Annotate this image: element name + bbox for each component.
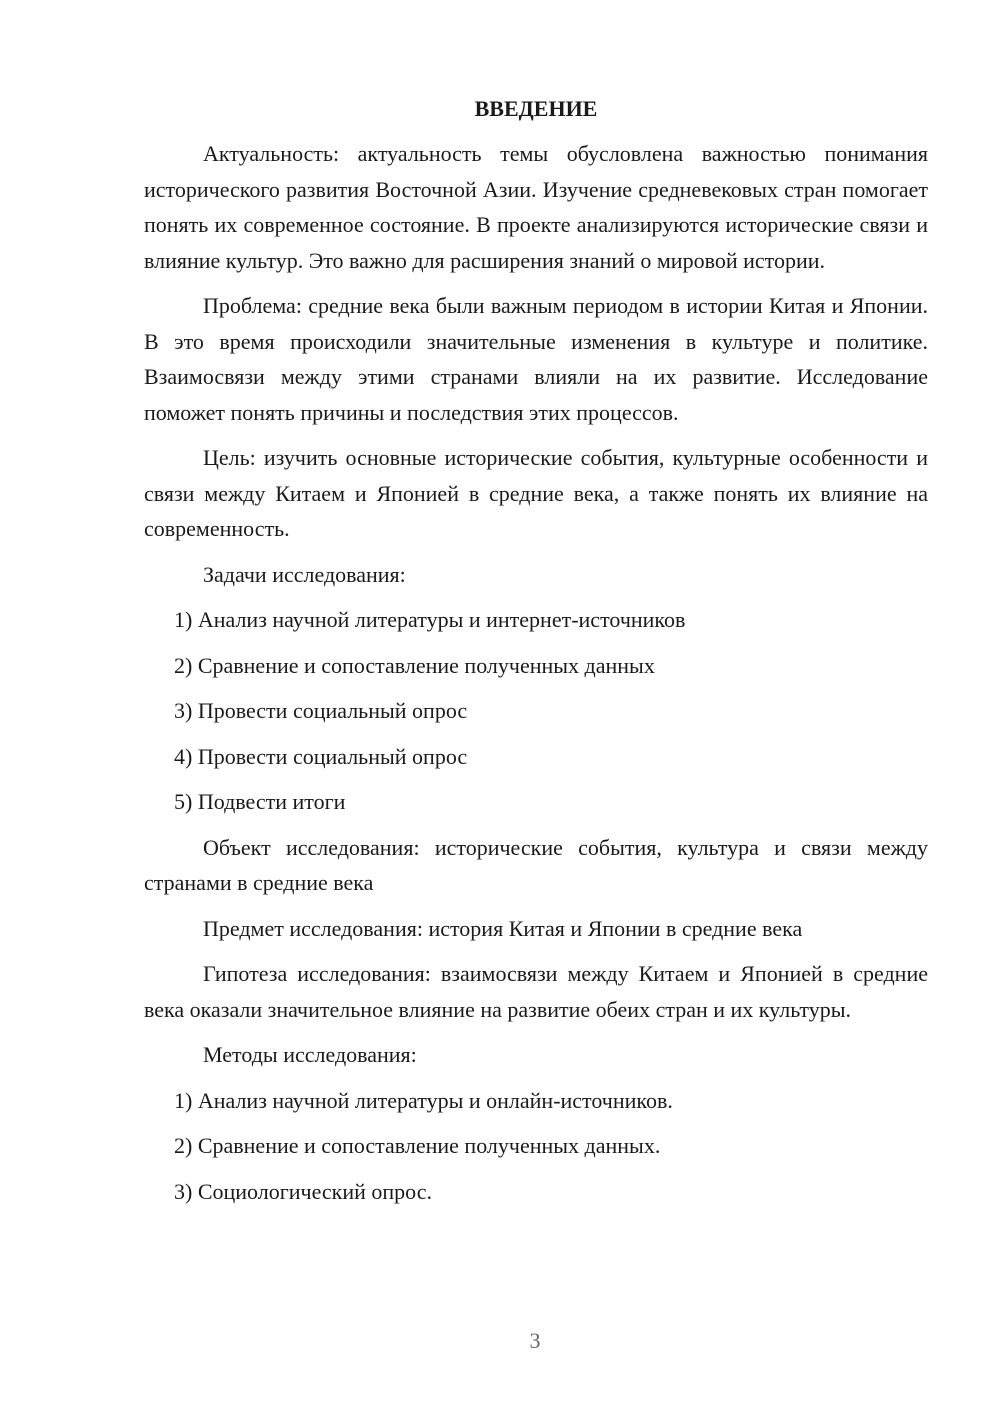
hypothesis-paragraph: Гипотеза исследования: взаимосвязи между Китаем и Японией в средние века оказали значительное влияние на развитие обеих стран и их культуры.: [144, 961, 928, 1022]
subject-paragraph: Предмет исследования: история Китая и Японии в средние века: [203, 915, 803, 941]
task-item: 3) Провести социальный опрос: [174, 698, 468, 723]
task-item: 2) Сравнение и сопоставление полученных данных: [174, 652, 655, 678]
document-page: [144, 94, 928, 1219]
task-item: 5) Подвести итоги: [174, 789, 346, 814]
method-item: 1) Анализ научной литературы и онлайн-источников.: [174, 1087, 673, 1113]
problem-paragraph: Проблема: средние века были важным периодом в истории Китая и Японии. В это время происходили значительные изменения в культуре и политике. Взаимосвязи между этими странами влияли на их развитие. Исследование поможет понять причины и последствия этих процессов.: [144, 293, 928, 425]
method-item: 2) Сравнение и сопоставление полученных данных.: [174, 1133, 661, 1158]
object-paragraph: Объект исследования: исторические события, культура и связи между странами в средние века: [144, 834, 928, 895]
task-item: 1) Анализ научной литературы и интернет-источников: [174, 607, 686, 632]
method-item: 3) Социологический опрос.: [174, 1178, 432, 1204]
tasks-list: [144, 602, 928, 820]
methods-heading: Методы исследования:: [203, 1042, 417, 1067]
task-item: 4) Провести социальный опрос: [174, 743, 468, 769]
goal-paragraph: Цель: изучить основные исторические события, культурные особенности и связи между Китаем и Японией в средние века, а также понять их влияние на современность.: [144, 445, 928, 541]
tasks-heading: Задачи исследования:: [203, 561, 406, 587]
methods-list: [144, 1083, 928, 1210]
section-title: ВВЕДЕНИЕ: [474, 96, 598, 121]
relevance-paragraph: Актуальность: актуальность темы обусловлена важностью понимания исторического развития Восточной Азии. Изучение средневековых стран помогает понять их современное состояние. В проекте анализируются исторические связи и влияние культур. Это важно для расширения знаний о мировой истории.: [144, 141, 928, 273]
page-number: 3: [529, 1328, 541, 1353]
